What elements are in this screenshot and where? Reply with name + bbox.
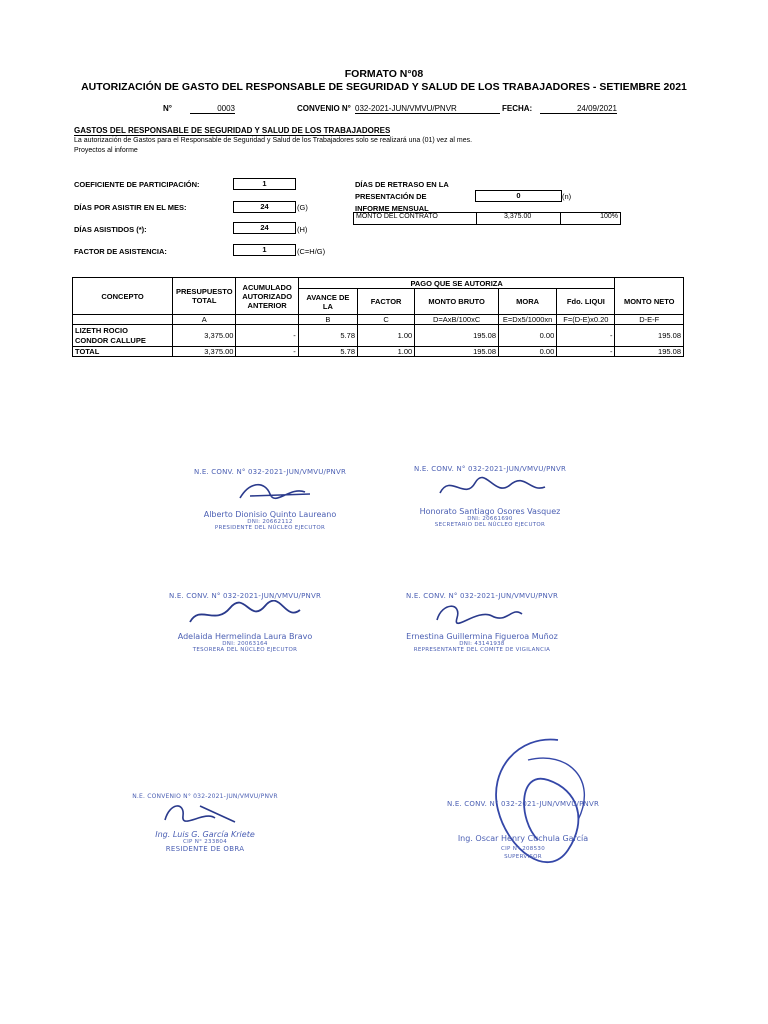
sub-d: D=AxB/100xC	[415, 315, 499, 325]
intro-line-1: La autorización de Gastos para el Responsable de Seguridad y Salud de los Trabajadores solo se realizará una (01) vez al mes.	[74, 137, 473, 144]
section-heading: GASTOS DEL RESPONSABLE DE SEGURIDAD Y SALUD DE LOS TRABAJADORES	[74, 126, 391, 135]
row-concepto	[73, 325, 173, 347]
payment-table	[72, 277, 684, 357]
total-factor: 1.00	[358, 347, 415, 357]
stamp-supervisor	[438, 730, 608, 900]
stamp-dni: DNI: 43141938	[459, 641, 505, 647]
stamp-dni: DNI: 20661690	[467, 516, 513, 522]
signature-scribble	[422, 600, 542, 628]
stamp-conv: N.E. CONVENIO N° 032-2021-JUN/VMVU/PNVR	[132, 793, 278, 800]
signature-scribble	[420, 473, 560, 503]
stamp-tesorera	[160, 592, 330, 653]
sub-c: C	[358, 315, 415, 325]
total-label: TOTAL	[73, 347, 173, 357]
dias-asistidos-label: DÍAS ASISTIDOS (*):	[74, 225, 147, 234]
row-factor: 1.00	[358, 325, 415, 347]
header-mora: MORA	[499, 289, 557, 315]
stamp-role: TESORERA DEL NÚCLEO EJECUTOR	[192, 647, 298, 653]
dias-asistir-label: DÍAS POR ASISTIR EN EL MES:	[74, 203, 187, 212]
factor-value: 1	[233, 244, 296, 256]
table-row	[73, 325, 684, 347]
dias-asistir-unit: (G)	[297, 203, 308, 212]
sub-blank	[73, 315, 173, 325]
retraso-unit: (n)	[562, 192, 572, 201]
stamp-conv: N.E. CONV. N° 032-2021-JUN/VMVU/PNVR	[168, 592, 322, 600]
header-presupuesto: PRESUPUESTO TOTAL	[173, 278, 236, 315]
stamp-dni: CIP N° 208530	[500, 846, 546, 852]
total-presupuesto: 3,375.00	[173, 347, 236, 357]
dias-asistidos-unit: (H)	[297, 225, 308, 234]
n-label: N°	[163, 104, 172, 113]
header-monto-neto: MONTO NETO	[615, 289, 684, 315]
factor-unit: (C=H/G)	[297, 247, 326, 256]
row-neto: 195.08	[615, 325, 684, 347]
stamp-name: Ing. Luis G. García Kriete	[155, 830, 255, 839]
header-concepto: CONCEPTO	[73, 278, 173, 315]
stamp-conv: N.E. CONV. N° 032-2021-JUN/VMVU/PNVR	[446, 800, 600, 808]
signature-scribble	[180, 600, 310, 628]
monto-contrato-row	[353, 212, 621, 225]
fecha-value: 24/09/2021	[540, 104, 617, 114]
divider	[476, 212, 477, 225]
header-factor: FACTOR	[358, 289, 415, 315]
fecha-label: FECHA:	[502, 104, 533, 113]
stamp-role: REPRESENTANTE DEL COMITE DE VIGILANCIA	[413, 647, 551, 653]
header-avance: AVANCE DE LA	[298, 289, 357, 315]
stamp-role: SUPERVISOR	[504, 854, 542, 860]
header-fdo: Fdo. LIQUI	[557, 289, 615, 315]
stamp-name: Adelaida Hermelinda Laura Bravo	[177, 632, 313, 641]
stamp-dni: DNI: 20662112	[247, 519, 293, 525]
signature-scribble	[145, 800, 265, 826]
stamp-role: RESIDENTE DE OBRA	[165, 845, 245, 853]
stamp-residente	[125, 793, 285, 853]
row-mora: 0.00	[499, 325, 557, 347]
format-number: FORMATO N°08	[344, 68, 424, 80]
dias-asistir-value: 24	[233, 201, 296, 213]
header-monto-bruto: MONTO BRUTO	[415, 289, 499, 315]
retraso-label-3: INFORME MENSUAL	[355, 204, 429, 213]
retraso-label-1: DÍAS DE RETRASO EN LA	[355, 180, 449, 189]
stamp-dni: DNI: 20063164	[222, 641, 268, 647]
factor-label: FACTOR DE ASISTENCIA:	[74, 247, 167, 256]
total-row	[73, 347, 684, 357]
stamp-conv: N.E. CONV. N° 032-2021-JUN/VMVU/PNVR	[405, 592, 559, 600]
stamp-role: SECRETARIO DEL NÚCLEO EJECUTOR	[434, 522, 546, 528]
stamp-dni: CIP N° 233804	[182, 839, 228, 845]
stamp-presidente	[180, 468, 360, 531]
header-acumulado: ACUMULADO AUTORIZADO ANTERIOR	[236, 278, 298, 315]
sub-f: F=(D-E)x0.20	[557, 315, 615, 325]
coef-label: COEFICIENTE DE PARTICIPACIÓN:	[74, 180, 200, 189]
divider	[560, 212, 561, 225]
signature-scribble	[458, 730, 608, 900]
intro-line-2: Proyectos al informe	[74, 147, 138, 154]
monto-contrato-label: MONTO DEL CONTRATO	[356, 213, 438, 220]
row-bruto: 195.08	[415, 325, 499, 347]
row-name-2: CONDOR CALLUPE	[75, 335, 146, 345]
header-blank	[615, 278, 684, 289]
stamp-role: PRESIDENTE DEL NÚCLEO EJECUTOR	[214, 525, 326, 531]
n-value: 0003	[190, 104, 235, 114]
total-mora: 0.00	[499, 347, 557, 357]
row-name-1: LIZETH ROCIO	[75, 325, 128, 335]
sub-blank	[236, 315, 298, 325]
retraso-label-2: PRESENTACIÓN DE	[355, 192, 427, 201]
document-title: AUTORIZACIÓN DE GASTO DEL RESPONSABLE DE SEGURIDAD Y SALUD DE LOS TRABAJADORES - SETIEMBRE 2021	[81, 81, 687, 93]
total-acumulado: -	[236, 347, 298, 357]
total-neto: 195.08	[615, 347, 684, 357]
total-bruto: 195.08	[415, 347, 499, 357]
row-avance: 5.78	[298, 325, 357, 347]
row-acumulado: -	[236, 325, 298, 347]
header-pago: PAGO QUE SE AUTORIZA	[298, 278, 615, 289]
sub-def: D-E-F	[615, 315, 684, 325]
stamp-name: Alberto Dionisio Quinto Laureano	[203, 510, 337, 519]
monto-contrato-value: 3,375.00	[504, 213, 532, 220]
stamp-name: Ernestina Guillermina Figueroa Muñoz	[406, 632, 558, 641]
retraso-value: 0	[475, 190, 562, 202]
convenio-value: 032-2021-JUN/VMVU/PNVR	[355, 104, 500, 114]
row-presupuesto: 3,375.00	[173, 325, 236, 347]
stamp-secretario	[395, 465, 585, 528]
coef-value: 1	[233, 178, 296, 190]
stamp-conv: N.E. CONV. N° 032-2021-JUN/VMVU/PNVR	[193, 468, 347, 476]
stamp-name: Honorato Santiago Osores Vasquez	[419, 507, 561, 516]
monto-contrato-pct: 100%	[600, 213, 618, 220]
signature-scribble	[210, 476, 330, 506]
stamp-vigilancia	[392, 592, 572, 653]
total-fdo: -	[557, 347, 615, 357]
sub-a: A	[173, 315, 236, 325]
sub-e: E=Dx5/1000xn	[499, 315, 557, 325]
stamp-conv: N.E. CONV. N° 032-2021-JUN/VMVU/PNVR	[413, 465, 567, 473]
stamp-name: Ing. Oscar Henry Cuchula García	[457, 834, 589, 843]
sub-b: B	[298, 315, 357, 325]
row-fdo: -	[557, 325, 615, 347]
convenio-label: CONVENIO N°	[297, 104, 351, 113]
total-avance: 5.78	[298, 347, 357, 357]
dias-asistidos-value: 24	[233, 222, 296, 234]
